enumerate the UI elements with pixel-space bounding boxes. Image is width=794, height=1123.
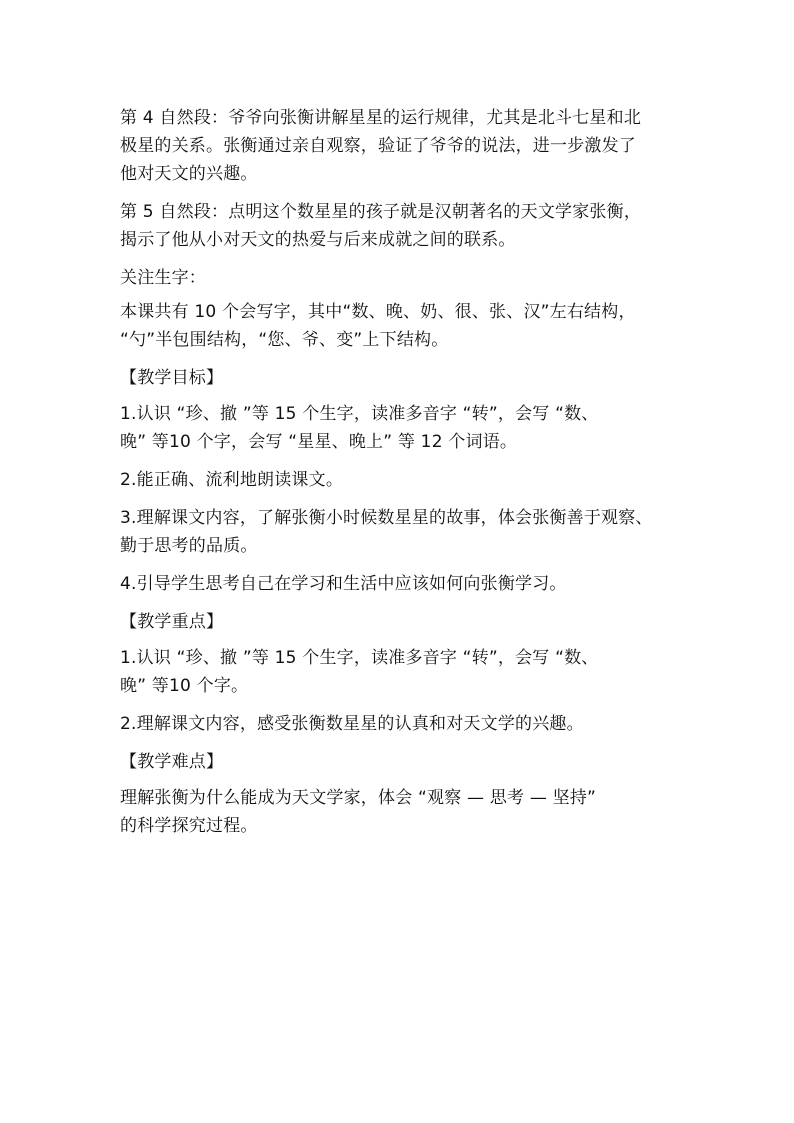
document-body (120, 104, 680, 840)
goals-section (120, 364, 680, 598)
text-line: 2.能正确、流利地朗读课文。 (120, 470, 344, 490)
text-line: 极星的关系。张衡通过亲自观察，验证了爷爷的说法，进一步激发了 (120, 136, 636, 156)
text-line: 晚” 等10 个字。 (120, 676, 249, 696)
text-line: 3.理解课文内容，了解张衡小时候数星星的故事，体会张衡善于观察、 (120, 508, 653, 528)
text-line: 第 4 自然段：爷爷向张衡讲解星星的运行规律，尤其是北斗七星和北 (120, 108, 642, 128)
text-line: 2.理解课文内容，感受张衡数星星的认真和对天文学的兴趣。 (120, 714, 584, 734)
text-line: 勤于思考的品质。 (120, 536, 258, 556)
key-point-item (120, 644, 680, 700)
text-line: 本课共有 10 个会写字，其中“数、晚、奶、很、张、汉”左右结构， (120, 302, 636, 322)
difficulties-heading: 【教学难点】 (120, 752, 224, 772)
difficulties-section (120, 748, 680, 840)
text-line: 理解张衡为什么能成为天文学家，体会 “观察 — 思考 — 坚持” (120, 788, 597, 808)
text-line: “勺”半包围结构，“您、爷、变”上下结构。 (120, 330, 449, 350)
text-line: 1.认识 “珍、撤 ”等 15 个生字，读准多音字 “转”，会写 “数、 (120, 648, 599, 668)
difficulty-item (120, 784, 680, 840)
goal-item (120, 570, 680, 598)
text-line: 他对天文的兴趣。 (120, 164, 258, 184)
goal-item (120, 466, 680, 494)
text-line: 第 5 自然段：点明这个数星星的孩子就是汉朝著名的天文学家张衡， (120, 202, 642, 222)
text-line: 4.引导学生思考自己在学习和生活中应该如何向张衡学习。 (120, 574, 567, 594)
text-line: 1.认识 “珍、撤 ”等 15 个生字，读准多音字 “转”，会写 “数、 (120, 404, 599, 424)
text-line: 的科学探究过程。 (120, 816, 258, 836)
text-line: 揭示了他从小对天文的热爱与后来成就之间的联系。 (120, 230, 516, 250)
goal-item (120, 400, 680, 456)
key-points-section (120, 608, 680, 738)
goals-heading: 【教学目标】 (120, 368, 224, 388)
paragraph-5 (120, 198, 680, 254)
key-point-item (120, 710, 680, 738)
goal-item (120, 504, 680, 560)
focus-chars-title: 关注生字： (120, 268, 206, 288)
text-line: 晚” 等10 个字，会写 “星星、晚上” 等 12 个词语。 (120, 432, 518, 452)
paragraph-4 (120, 104, 680, 188)
key-points-heading: 【教学重点】 (120, 612, 224, 632)
focus-chars-section (120, 264, 680, 354)
